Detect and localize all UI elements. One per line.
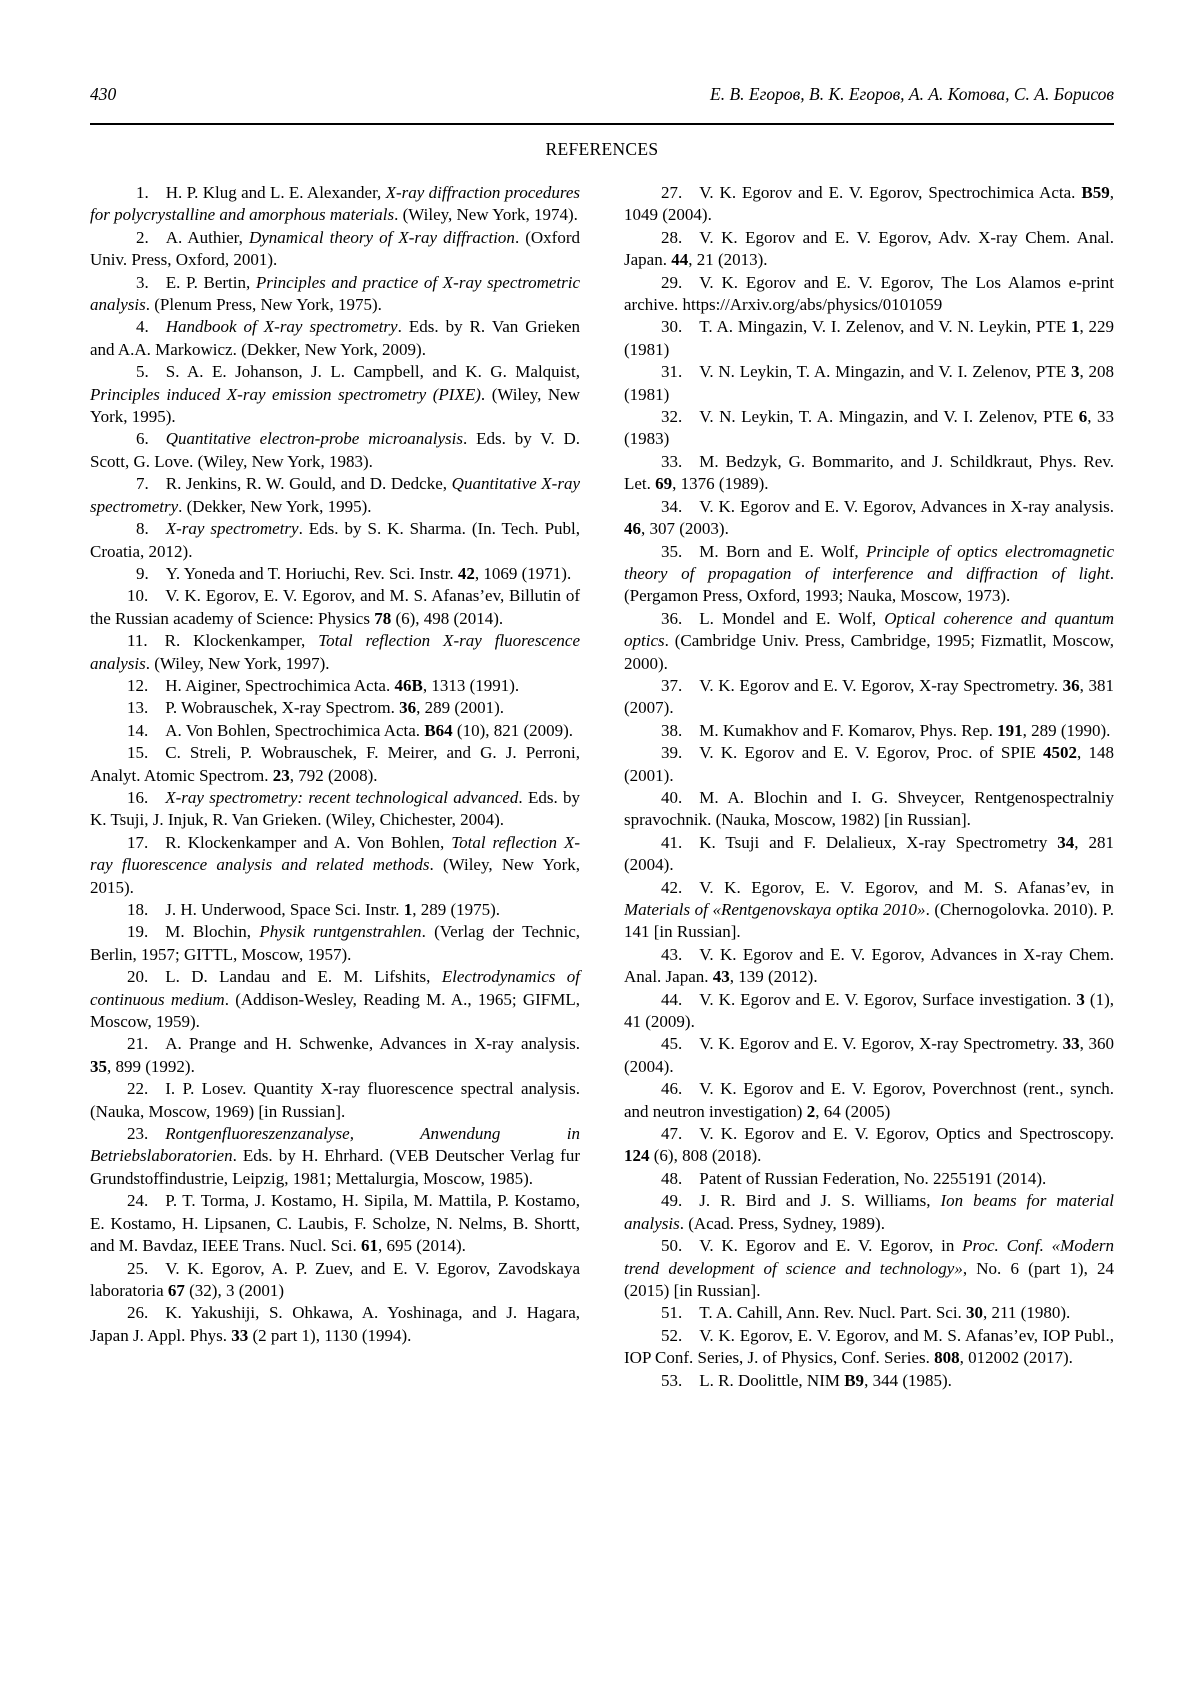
reference-text: (6), 498 (2014). [391,608,504,628]
reference-text: 6 [1078,407,1088,427]
reference-text: , 281 (2004). [624,832,1114,875]
reference-text: 33 [231,1325,249,1345]
reference-item [624,675,1114,720]
reference-text: T. A. Cahill, Ann. Rev. Nucl. Part. Sci. [699,1303,967,1323]
reference-item [624,989,1114,1034]
reference-text: 1 [1070,317,1080,337]
reference-text: (6), 808 (2018). [649,1146,762,1166]
reference-text: , 695 (2014). [378,1236,466,1256]
reference-number: 1. [136,183,149,202]
reference-text: , 899 (1992). [107,1056,195,1076]
reference-text: B59 [1081,183,1110,202]
reference-text: X-ray diffraction procedures for polycrystalline and amorphous materials [90,183,580,225]
reference-text: 34 [1057,832,1075,852]
reference-number: 9. [136,563,149,583]
reference-item [624,496,1114,541]
reference-text: H. Aiginer, Spectrochimica Acta. [165,675,395,695]
reference-text: B9 [844,1370,865,1390]
reference-item [624,742,1114,787]
reference-text: , 139 (2012). [729,967,818,987]
section-title: REFERENCES [545,139,659,159]
reference-text: M. Blochin, [165,922,260,942]
reference-text: . Eds. by S. K. Sharma. (In. Tech. Publ, Croatia, 2012). [90,519,580,561]
reference-text: K. Tsuji and F. Delalieux, X-ray Spectrometry [699,832,1058,852]
page-number: 430 [90,84,117,104]
reference-item [90,787,580,832]
reference-text: (1), 41 (2009). [624,989,1115,1032]
reference-item [90,832,580,899]
reference-item [624,720,1114,742]
reference-text: J. R. Bird and J. S. Williams, [699,1191,941,1211]
reference-number: 41. [661,832,683,852]
reference-item [90,921,580,966]
reference-text: 124 [624,1146,650,1166]
reference-text: 2 [806,1101,816,1121]
reference-number: 22. [127,1079,149,1099]
reference-item [90,1302,580,1347]
reference-number: 8. [136,519,149,539]
reference-item [624,1123,1114,1168]
reference-text: V. K. Egorov and E. V. Egorov, Optics and Spectroscopy. [699,1124,1114,1144]
reference-number: 4. [136,317,149,337]
reference-item [624,361,1114,406]
references-column-left [90,182,580,1392]
reference-text: 43 [712,967,730,987]
reference-item [90,227,580,272]
reference-text: V. K. Egorov and E. V. Egorov, Advances in X-ray analysis. [699,496,1114,516]
reference-text: . Eds. by R. Van Grieken and A.A. Markowicz. (Dekker, New York, 2009). [90,317,580,359]
reference-text: R. Klockenkamper and A. Von Bohlen, [165,832,452,852]
reference-text: , 1049 (2004). [624,183,1114,225]
reference-number: 40. [661,787,683,807]
reference-text: 69 [655,474,673,494]
reference-text: S. A. E. Johanson, J. L. Campbell, and K. G. Malquist, [165,362,580,382]
reference-number: 51. [661,1303,683,1323]
reference-text: 42 [457,563,475,583]
reference-text: , 229 (1981) [624,317,1115,359]
reference-text: V. K. Egorov, E. V. Egorov, and M. S. Afanas’ev, in [699,877,1114,897]
reference-item [624,1325,1114,1370]
reference-number: 38. [661,720,683,740]
reference-item [624,406,1114,451]
reference-number: 32. [661,407,683,427]
reference-text: L. Mondel and E. Wolf, [699,608,885,628]
reference-item [90,966,580,1033]
reference-item [624,1190,1114,1235]
reference-number: 6. [136,429,149,449]
reference-number: 39. [661,743,683,763]
reference-number: 7. [136,474,149,494]
reference-number: 36. [661,608,683,628]
reference-item [90,1190,580,1257]
reference-text: 67 [167,1280,185,1300]
reference-text: , 148 (2001). [624,743,1114,785]
reference-text: , 381 (2007). [624,675,1115,718]
reference-item [624,944,1114,989]
reference-text: V. K. Egorov and E. V. Egorov, Advances in X-ray Chem. Anal. Japan. [624,944,1114,987]
reference-text: . (Dekker, New York, 1995). [178,496,372,516]
reference-text: M. Bedzyk, G. Bommarito, and J. Schildkraut, Phys. Rev. Let. [624,451,1114,494]
reference-text: , 012002 (2017). [959,1348,1073,1368]
reference-number: 3. [136,272,149,292]
reference-text: 44 [671,250,689,270]
reference-text: 36 [1062,675,1080,695]
reference-text: Handbook of X-ray spectrometry [165,317,398,337]
reference-item [90,697,580,719]
reference-text: T. A. Mingazin, V. I. Zelenov, and V. N. Leykin, PTE [699,317,1071,337]
reference-item [624,1370,1114,1392]
reference-text: . (Wiley, New York, 1974). [394,205,578,225]
header-rule [90,123,1114,125]
reference-text: Quantitative X-ray spectrometry [90,474,580,516]
reference-item [90,182,580,227]
reference-text: V. K. Egorov and E. V. Egorov, Surface investigation. [699,989,1077,1009]
reference-text: . (Acad. Press, Sydney, 1989). [679,1213,885,1233]
reference-number: 18. [127,900,149,919]
reference-text: M. Born and E. Wolf, [699,541,866,561]
reference-text: 78 [374,608,392,628]
reference-text: X-ray spectrometry [165,519,299,539]
reference-text: (2 part 1), 1130 (1994). [248,1325,412,1345]
reference-item [90,1078,580,1123]
reference-number: 21. [127,1034,149,1054]
reference-text: M. A. Blochin and I. G. Shveycer, Rentgenospectralniy spravochnik. (Nauka, Moscow, 1982) [in Russian]. [624,787,1114,830]
reference-text: V. K. Egorov and E. V. Egorov, in [699,1236,963,1256]
reference-text: Physik runtgenstrahlen [259,922,422,942]
reference-item [90,899,580,921]
references-column-right [624,182,1114,1392]
reference-text: , 360 (2004). [624,1034,1115,1076]
reference-number: 30. [661,317,683,337]
reference-number: 52. [661,1325,683,1345]
reference-item [624,541,1114,608]
reference-text: L. R. Doolittle, NIM [699,1370,845,1390]
reference-item [90,720,580,742]
reference-text: V. N. Leykin, T. A. Mingazin, and V. I. Zelenov, PTE [699,407,1079,427]
reference-text: 46B [394,675,423,695]
reference-number: 25. [127,1258,149,1278]
reference-number: 43. [661,944,683,964]
reference-number: 37. [661,675,683,695]
reference-text: , 289 (1975). [412,900,501,919]
reference-text: , 1313 (1991). [422,675,520,695]
reference-number: 28. [661,227,683,247]
reference-text: B64 [424,720,453,740]
reference-text: , No. 6 (part 1), 24 (2015) [in Russian]. [624,1258,1115,1300]
reference-text: 23 [272,765,290,785]
reference-item [90,585,580,630]
reference-text: V. K. Egorov and E. V. Egorov, Poverchnost (rent., synch. and neutron investigation) [624,1079,1114,1121]
reference-number: 23. [127,1124,149,1144]
reference-text: V. N. Leykin, T. A. Mingazin, and V. I. Zelenov, PTE [699,362,1071,382]
reference-item [624,787,1114,832]
reference-text: 3 [1070,362,1080,382]
reference-text: . Eds. by K. Tsuji, J. Injuk, R. Van Grieken. (Wiley, Chichester, 2004). [90,787,581,830]
reference-text: . (Plenum Press, New York, 1975). [145,295,382,315]
reference-number: 35. [661,541,683,561]
reference-text: . (Oxford Univ. Press, Oxford, 2001). [90,227,581,270]
reference-text: , 307 (2003). [641,519,729,539]
reference-number: 17. [127,832,149,852]
reference-text: M. Kumakhov and F. Komarov, Phys. Rep. [699,720,998,740]
reference-text: J. H. Underwood, Space Sci. Instr. [165,900,404,919]
reference-text: E. P. Bertin, [165,272,256,292]
reference-text: P. T. Torma, J. Kostamo, H. Sipila, M. Mattila, P. Kostamo, E. Kostamo, H. Lipsanen, C. Laubis, F. Scholze, N. Nelms, B. Shortt, and M. Bavdaz, IEEE Trans. Nucl. Sci. [90,1191,580,1256]
reference-text: C. Streli, P. Wobrauschek, F. Meirer, and G. J. Perroni, Analyt. Atomic Spectrom. [90,743,580,785]
reference-number: 26. [127,1303,149,1323]
reference-item [624,316,1114,361]
reference-text: H. P. Klug and L. E. Alexander, [165,183,386,202]
reference-text: 191 [997,720,1023,740]
reference-item [624,272,1114,317]
reference-item [90,428,580,473]
reference-text: , 21 (2013). [688,250,768,270]
reference-text: Patent of Russian Federation, No. 2255191 (2014). [699,1168,1047,1188]
reference-text: 4502 [1043,743,1078,763]
reference-text: Principles and practice of X-ray spectrometric analysis [90,272,580,315]
reference-text: X-ray spectrometry: recent technological advanced [165,787,519,807]
reference-item [90,473,580,518]
reference-number: 53. [661,1370,683,1390]
reference-text: 36 [399,698,417,718]
reference-text: R. Jenkins, R. W. Gould, and D. Dedcke, [165,474,452,494]
reference-text: Dynamical theory of X-ray diffraction [248,227,515,247]
running-authors: Е. В. Егоров, В. К. Егоров, А. А. Котова, С. А. Борисов [710,84,1114,104]
reference-item [624,877,1114,944]
reference-item [90,1123,580,1190]
reference-text: , 289 (2001). [416,698,504,718]
reference-text: 33 [1062,1034,1080,1054]
reference-text: , 289 (1990). [1022,720,1111,740]
reference-number: 33. [661,451,683,471]
reference-text: Optical coherence and quantum optics [624,608,1114,651]
reference-text: Ion beams for material analysis [624,1191,1114,1233]
reference-item [90,518,580,563]
reference-item [624,832,1114,877]
reference-text: Y. Yoneda and T. Horiuchi, Rev. Sci. Instr. [165,563,458,583]
reference-text: K. Yakushiji, S. Ohkawa, A. Yoshinaga, and J. Hagara, Japan J. Appl. Phys. [90,1303,580,1345]
reference-text: V. K. Egorov and E. V. Egorov, Spectrochimica Acta. [699,183,1082,202]
reference-item [624,1078,1114,1123]
reference-text: V. K. Egorov and E. V. Egorov, X-ray Spectrometry. [699,675,1063,695]
reference-number: 24. [127,1191,149,1211]
reference-text: Proc. Conf. «Modern trend development of science and technology» [624,1236,1114,1278]
reference-text: Quantitative electron-probe microanalysis [165,429,463,449]
reference-text: R. Klockenkamper, [164,631,319,651]
reference-text: Total reflection X-ray fluorescence analysis and related methods [90,832,580,875]
reference-text: (10), 821 (2009). [452,720,574,740]
reference-number: 12. [127,675,149,695]
reference-number: 34. [661,496,683,516]
reference-text: A. Von Bohlen, Spectrochimica Acta. [165,720,425,740]
reference-number: 46. [661,1079,683,1099]
reference-text: , 792 (2008). [289,765,378,785]
page-header [90,84,1114,104]
reference-number: 48. [661,1168,683,1188]
reference-text: . (Chernogolovka. 2010). P. 141 [in Russian]. [624,900,1114,942]
reference-text: 808 [934,1348,960,1368]
reference-text: V. K. Egorov and E. V. Egorov, X-ray Spectrometry. [699,1034,1063,1054]
reference-text: P. Wobrauschek, X-ray Spectrom. [165,698,400,718]
reference-number: 29. [661,272,683,292]
reference-item [624,1168,1114,1190]
reference-text: Principles induced X-ray emission spectrometry (PIXE) [90,384,481,404]
reference-text: A. Prange and H. Schwenke, Advances in X-ray analysis. [165,1034,580,1054]
reference-number: 2. [136,227,149,247]
reference-text: V. K. Egorov and E. V. Egorov, Adv. X-ray Chem. Anal. Japan. [624,227,1114,270]
reference-item [90,316,580,361]
reference-number: 13. [127,698,149,718]
reference-text: L. D. Landau and E. M. Lifshits, [165,967,442,987]
reference-text: . (Cambridge Univ. Press, Cambridge, 1995; Fizmatlit, Moscow, 2000). [624,631,1114,673]
reference-text: V. K. Egorov and E. V. Egorov, The Los Alamos e-print archive. https://Arxiv.org/abs/physics/0101059 [624,272,1114,315]
reference-item [90,1033,580,1078]
reference-number: 27. [661,183,683,202]
reference-text: , 208 (1981) [624,362,1115,404]
reference-number: 45. [661,1034,683,1054]
reference-text: . (Wiley, New York, 1995). [90,384,580,427]
reference-text: 35 [90,1056,107,1076]
reference-text: . (Wiley, New York, 2015). [90,855,581,897]
reference-text: V. K. Egorov and E. V. Egorov, Proc. of SPIE [699,743,1044,763]
reference-item [90,1258,580,1303]
reference-number: 47. [661,1124,683,1144]
reference-number: 20. [127,967,149,987]
reference-number: 44. [661,989,683,1009]
reference-text: . Eds. by H. Ehrhard. (VEB Deutscher Verlag fur Grundstoffindustrie, Leipzig, 1981; Mettalurgia, Moscow, 1985). [90,1146,580,1188]
reference-text: . (Pergamon Press, Oxford, 1993; Nauka, Moscow, 1973). [624,563,1114,606]
reference-number: 11. [127,631,148,651]
reference-text: , 33 (1983) [624,407,1115,449]
reference-item [90,272,580,317]
reference-text: 3 [1076,989,1085,1009]
reference-text: Total reflection X-ray fluorescence analysis [90,631,580,673]
reference-item [624,451,1114,496]
reference-text: V. K. Egorov, A. P. Zuev, and E. V. Egorov, Zavodskaya laboratoria [90,1258,580,1300]
reference-text: . (Addison-Wesley, Reading M. A., 1965; GIFML, Moscow, 1959). [90,989,580,1032]
reference-text: V. K. Egorov, E. V. Egorov, and M. S. Afanas’ev, Billutin of the Russian academy of Science: Physics [90,586,580,628]
reference-text: 30 [966,1303,984,1323]
reference-text: . (Verlag der Technic, Berlin, 1957; GITTL, Moscow, 1957). [90,922,580,964]
reference-text: , 1376 (1989). [672,474,769,494]
reference-text: 1 [403,900,413,919]
reference-text: 46 [624,519,641,539]
reference-number: 14. [127,720,149,740]
reference-text: Materials of «Rentgenovskaya optika 2010» [624,900,926,919]
reference-text: Principle of optics electromagnetic theory of propagation of interference and diffraction of light [624,541,1114,583]
reference-number: 49. [661,1191,683,1211]
references-list [90,182,1114,1392]
reference-number: 16. [127,787,149,807]
reference-text: (32), 3 (2001) [184,1280,285,1300]
reference-item [624,608,1114,675]
reference-item [624,1235,1114,1302]
reference-number: 10. [127,586,149,606]
reference-item [90,630,580,675]
reference-text: Electrodynamics of continuous medium [90,967,580,1009]
reference-number: 5. [136,362,149,382]
reference-item [624,1302,1114,1324]
reference-text: , 211 (1980). [983,1303,1071,1323]
reference-item [624,182,1114,227]
reference-text: , 1069 (1971). [474,563,572,583]
reference-item [624,1033,1114,1078]
reference-item [90,742,580,787]
reference-text: . (Wiley, New York, 1997). [145,653,330,673]
reference-number: 15. [127,743,149,763]
reference-number: 19. [127,922,149,942]
reference-text: I. P. Losev. Quantity X-ray fluorescence spectral analysis. (Nauka, Moscow, 1969) [in Russian]. [90,1079,580,1121]
reference-text: 61 [361,1236,379,1256]
reference-number: 31. [661,362,683,382]
reference-item [90,675,580,697]
reference-text: , 64 (2005) [815,1101,891,1121]
reference-text: V. K. Egorov, E. V. Egorov, and M. S. Afanas’ev, IOP Publ., IOP Conf. Series, J. of Physics, Conf. Series. [624,1325,1114,1368]
reference-item [90,563,580,585]
reference-number: 50. [661,1236,683,1256]
reference-number: 42. [661,877,683,897]
reference-item [90,361,580,428]
reference-text: Rontgenfluoreszenzanalyse, Anwendung in Betriebslaboratorien [90,1124,580,1166]
reference-text: , 344 (1985). [864,1370,952,1390]
reference-item [624,227,1114,272]
reference-text: A. Authier, [165,227,249,247]
reference-text: . Eds. by V. D. Scott, G. Love. (Wiley, New York, 1983). [90,429,580,471]
